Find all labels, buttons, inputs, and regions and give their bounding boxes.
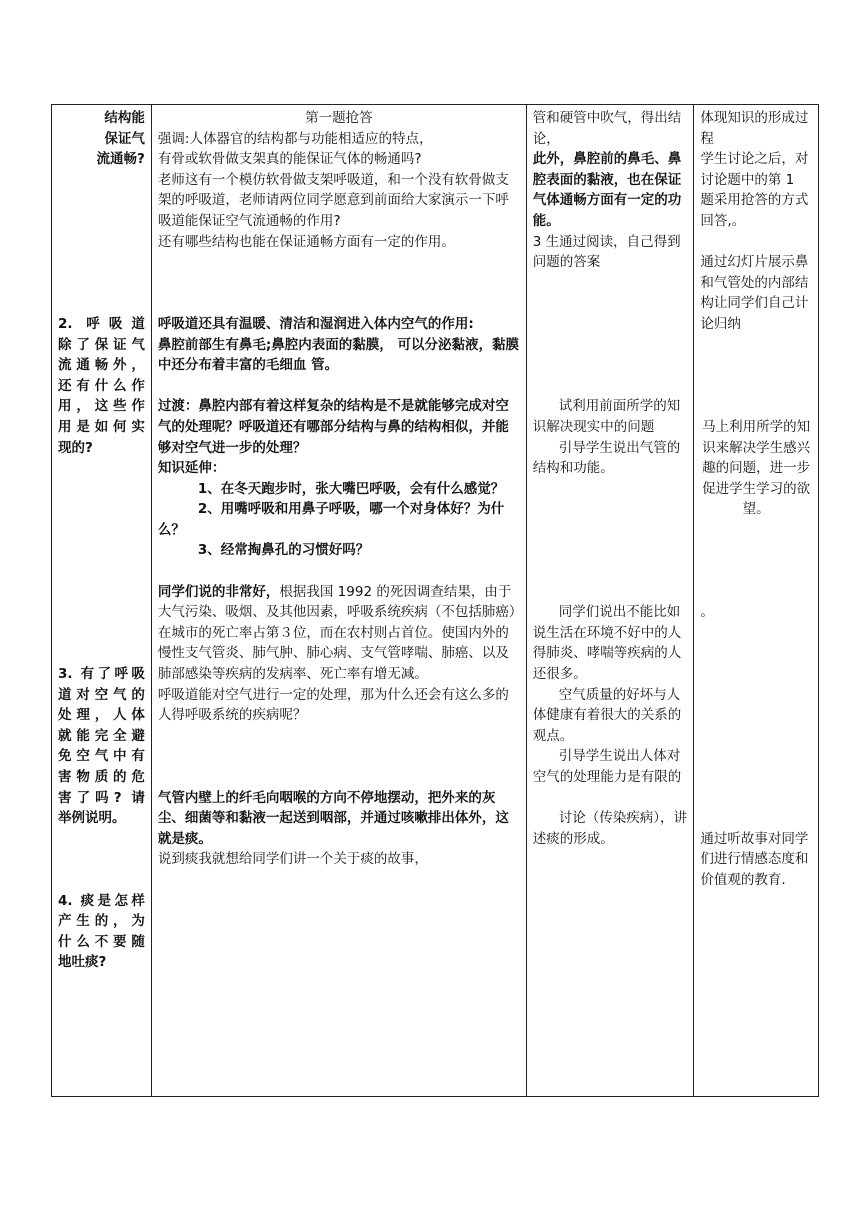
question-3: 3. 有了呼吸 道对空气的 处理，人体 就能完全避 免空气中有 害物质的危 害了吗? 请 举例说明。: [58, 666, 145, 827]
extension-item-3: 3、经常掏鼻孔的习惯好吗？: [197, 542, 370, 559]
discussion-intent-text: 学生讨论之后，对讨论题中的第 1 题采用抢答的方式回答,。: [700, 151, 809, 229]
knowledge-text: 体现知识的形成过程: [700, 110, 809, 147]
besides-text: 此外，鼻腔前的鼻毛、鼻腔表面的黏液，也在保证气体通畅方面有一定的功能。: [532, 151, 682, 229]
blow-text: 管和硬管中吹气，得出结论，: [532, 110, 682, 147]
question-4: 4. 痰是怎样 产生的，为 什么不要随 地吐痰?: [58, 892, 145, 971]
design-intent-cell: [694, 105, 819, 1097]
table-row: [52, 105, 819, 1097]
question-1: 结构能 保证气 流通畅?: [96, 110, 145, 168]
student-activity-cell: [526, 105, 694, 1097]
extension-item-1: 1、在冬天跑步时，张大嘴巴呼吸，会有什么感觉？: [197, 480, 505, 497]
air-quality-text: 空气质量的好坏与人体健康有着很大的关系的观点。: [532, 686, 682, 744]
questions-cell: [52, 105, 152, 1097]
extension-label: 知识延伸：: [157, 460, 226, 477]
phlegm-text: 气管内壁上的纤毛向咽喉的方向不停地摆动，把外来的灰尘、细菌等和黏液一起送到咽部，并通过咳嗽排出体外，这就是痰。: [157, 789, 509, 847]
other-structures: 还有哪些结构也能在保证通畅方面有一定的作用。: [157, 233, 455, 250]
story-intent-text: 通过听故事对同学们进行情感态度和价值观的教育.: [700, 830, 809, 888]
section-heading: 第一题抢答: [305, 110, 373, 126]
lesson-plan-table: [51, 104, 819, 1097]
question-2: 2. 呼吸道 除了保证气 流通畅外， 还有什么作 用，这些作 用是如何实 现的?: [58, 315, 145, 456]
apply-intent-text: 马上利用所学的知识来解决学生感兴趣的问题，进一步促进学生学习的欲望。: [702, 418, 811, 518]
story-text: 说到痰我就想给同学们讲一个关于痰的故事，: [157, 851, 428, 868]
period-mark: 。: [700, 604, 714, 621]
slides-text: 通过幻灯片展示鼻和气管处的内部结构让同学们自己计论归纳: [700, 254, 809, 332]
discussion-text: 讨论（传染疾病），讲述痰的形成。: [532, 810, 688, 847]
extension-item-2: 2、用嘴呼吸和用鼻子呼吸，哪一个对身体好？为什么？: [157, 501, 505, 538]
transition-text: 过渡：鼻腔内部有着这样复杂的结构是不是就能够完成对空气的处理呢？呼吸道还有哪部分结构与鼻的结构相似，并能够对空气进一步的处理？: [157, 398, 509, 456]
guide-trachea-text: 引导学生说出气管的结构和功能。: [532, 439, 681, 477]
emphasis-line: 强调:人体器官的结构都与功能相适应的特点，: [157, 130, 433, 147]
disease-question: 呼吸道能对空气进行一定的处理，那为什么还会有这么多的人得呼吸系统的疾病呢？: [157, 686, 509, 724]
students-say-text: 同学们说出不能比如说生活在环境不好中的人得肺炎、哮喘等疾病的人还很多。: [532, 604, 682, 683]
guide-limited-text: 引导学生说出人体对空气的处理能力是有限的: [532, 748, 682, 785]
statistics-text: 同学们说的非常好，根据我国 1992 的死因调查结果，由于大气污染、吸烟、及其他因素，呼吸系统疾病（不包括肺癌）在城市的死亡率占第３位，而在农村则占首位。使国内外的慢性支气管炎、肺气肿、肺心病、支气管哮喘、肺癌、以及肺部感染等疾病的发病率、死亡率有增无减。: [157, 583, 516, 683]
reading-text: 3 生通过阅读，自己得到问题的答案: [532, 233, 681, 271]
teacher-activity-cell: [151, 105, 526, 1097]
functions-title: 呼吸道还具有温暖、清洁和湿润进入体内空气的作用:: [157, 315, 474, 332]
support-question: 有骨或软骨做支架真的能保证气体的畅通吗?: [157, 151, 422, 168]
demo-text: 老师这有一个模仿软骨做支架呼吸道，和一个没有软骨做支架的呼吸道，老师请两位同学愿意到前面给大家演示一下呼吸道能保证空气流通畅的作用?: [157, 171, 509, 229]
nose-text: 鼻腔前部生有鼻毛;鼻腔内表面的黏膜， 可以分泌黏液，黏膜中还分布着丰富的毛细血 管。: [157, 336, 519, 374]
apply-text: 试利用前面所学的知识解决现实中的问题: [532, 398, 681, 435]
